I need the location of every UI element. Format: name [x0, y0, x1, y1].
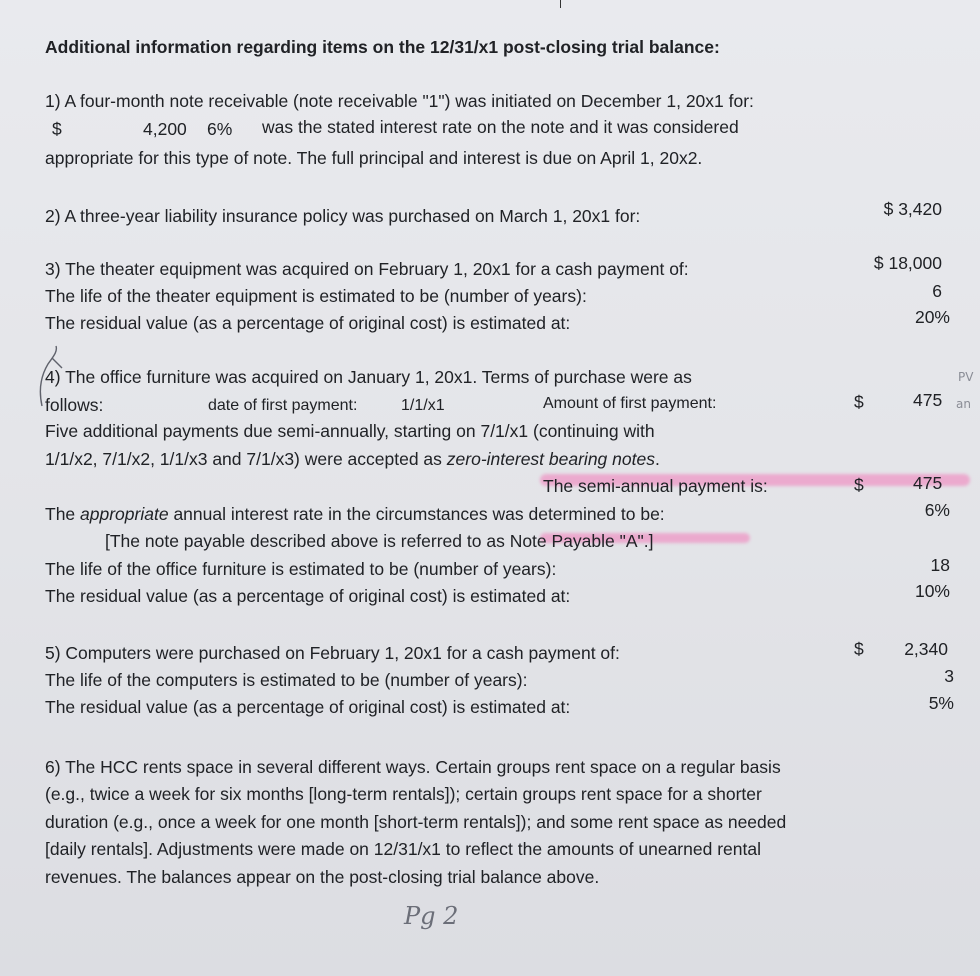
item4-residual-label: The residual value (as a percentage of original cost) is estimated at:	[45, 586, 571, 606]
item6-line2: (e.g., twice a week for six months [long-term rentals]); certain groups rent space for a shorter	[45, 784, 762, 804]
item4-semi-value: 475	[913, 473, 943, 493]
item4-life-value: 18	[930, 555, 950, 575]
item3-line2: The life of the theater equipment is estimated to be (number of years):	[45, 286, 587, 306]
item4-first-date: 1/1/x1	[401, 397, 445, 414]
item5-value2: 3	[944, 666, 954, 686]
item6-line4: [daily rentals]. Adjustments were made on 12/31/x1 to reflect the amounts of unearned rental	[45, 839, 761, 859]
item4-line1: 4) The office furniture was acquired on January 1, 20x1. Terms of purchase were as	[45, 367, 692, 387]
margin-note-pv: PV	[958, 370, 974, 384]
item4-line4-period: .	[654, 449, 660, 469]
item4-follows: follows:	[45, 395, 104, 415]
item4-first-amount-label: Amount of first payment:	[543, 395, 717, 412]
item1-line1: 1) A four-month note receivable (note receivable "1") was initiated on December 1, 20x1 for:	[45, 91, 754, 111]
item4-rate-value: 6%	[924, 500, 950, 520]
item4-note-ref: [The note payable described above is referred to as Note Payable "A".]	[105, 531, 654, 551]
item1-line2: was the stated interest rate on the note and it was considered	[262, 117, 739, 137]
item4-line4-text: 1/1/x2, 7/1/x2, 1/1/x3 and 7/1/x3) were accepted as	[45, 449, 447, 469]
item4-zero-interest-phrase: zero-interest bearing notes	[446, 449, 655, 469]
item2-text: 2) A three-year liability insurance policy was purchased on March 1, 20x1 for:	[45, 206, 641, 226]
item4-rate-line	[45, 503, 665, 525]
item5-line1: 5) Computers were purchased on February 1, 20x1 for a cash payment of:	[45, 643, 620, 663]
item1-rate: 6%	[207, 119, 233, 139]
item4-currency: $	[854, 392, 864, 412]
item4-first-amount: 475	[913, 390, 943, 410]
item6-line1: 6) The HCC rents space in several different ways. Certain groups rent space on a regular basis	[45, 757, 781, 777]
item1-line3: appropriate for this type of note. The full principal and interest is due on April 1, 20x2.	[45, 148, 703, 168]
item5-currency: $	[854, 639, 864, 659]
item5-line3: The residual value (as a percentage of original cost) is estimated at:	[45, 697, 571, 717]
item3-value3: 20%	[914, 307, 950, 327]
item3-line3: The residual value (as a percentage of original cost) is estimated at:	[45, 313, 571, 333]
item3-value1: $ 18,000	[873, 253, 942, 273]
page-title: Additional information regarding items on the 12/31/x1 post-closing trial balance:	[45, 37, 720, 57]
item4-rate-text-a: The	[45, 504, 81, 524]
item5-value3: 5%	[928, 693, 954, 713]
item4-appropriate-word: appropriate	[80, 504, 169, 524]
page-edge-mark	[560, 0, 561, 8]
item6-line5: revenues. The balances appear on the post-closing trial balance above.	[45, 867, 600, 887]
handwritten-page-note: Pg 2	[404, 902, 459, 930]
item4-semi-currency: $	[854, 475, 864, 495]
item3-line1: 3) The theater equipment was acquired on February 1, 20x1 for a cash payment of:	[45, 259, 689, 279]
margin-note-an: an	[956, 397, 971, 411]
item4-first-date-label: date of first payment:	[208, 397, 358, 414]
item1-amount: 4,200	[143, 119, 187, 139]
item4-life-label: The life of the office furniture is estimated to be (number of years):	[45, 559, 557, 579]
item1-currency: $	[52, 119, 62, 139]
item3-value2: 6	[932, 281, 942, 301]
item6-line3: duration (e.g., once a week for one month [short-term rentals]); and some rent space as needed	[45, 812, 787, 832]
item4-rate-text-c: annual interest rate in the circumstances was determined to be:	[168, 504, 665, 524]
item4-line4	[45, 448, 660, 470]
item4-semi-label: The semi-annual payment is:	[543, 476, 768, 496]
item2-value: $ 3,420	[883, 199, 942, 219]
item5-value1: 2,340	[904, 639, 948, 659]
item4-line3: Five additional payments due semi-annually, starting on 7/1/x1 (continuing with	[45, 421, 655, 441]
item4-residual-value: 10%	[914, 581, 950, 601]
item5-line2: The life of the computers is estimated to be (number of years):	[45, 670, 528, 690]
